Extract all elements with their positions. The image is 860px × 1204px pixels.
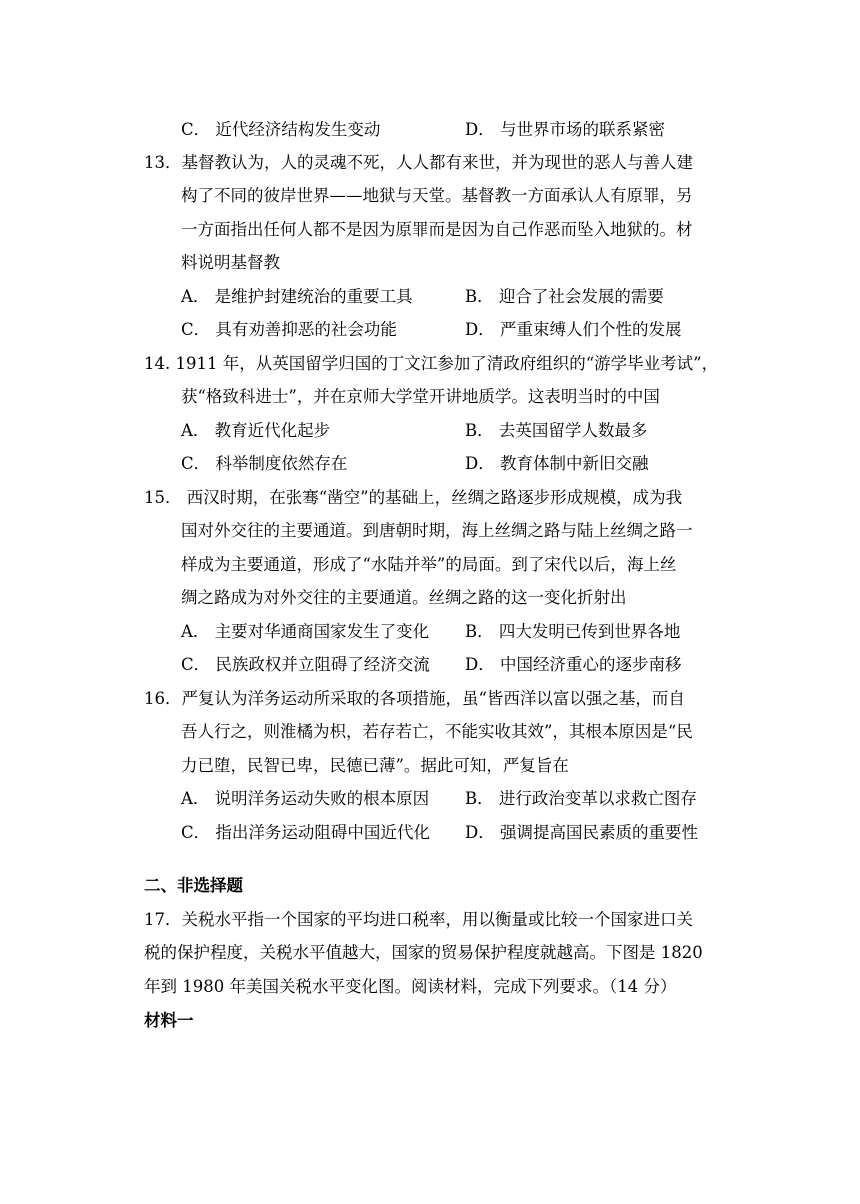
q15-stem-line: 15． 西汉时期，在张骞“凿空”的基础上，丝绸之路逐步形成规模，成为我: [144, 488, 683, 507]
q15-option-b: B． 四大发明已传到世界各地: [465, 622, 681, 641]
q13-stem-line: 13．基督教认为，人的灵魂不死，人人都有来世，并为现世的恶人与善人建: [144, 153, 693, 172]
q16-option-b: B． 进行政治变革以求救亡图存: [465, 789, 697, 808]
q15-stem-line: 国对外交往的主要通道。到唐朝时期，海上丝绸之路与陆上丝绸之路一: [181, 521, 693, 540]
material-label: 材料一: [144, 1011, 194, 1030]
q12-option-c: C． 近代经济结构发生变动: [181, 120, 381, 139]
q12-option-d: D． 与世界市场的联系紧密: [465, 120, 665, 139]
q15-option-a: A． 主要对华通商国家发生了变化: [181, 622, 430, 641]
q14-option-b: B． 去英国留学人数最多: [465, 421, 648, 440]
q16-stem-line: 吾人行之，则淮橘为枳，若存若亡，不能实收其效”，其根本原因是“民: [181, 722, 693, 741]
q16-option-d: D． 强调提高国民素质的重要性: [465, 823, 698, 842]
q16-stem-line: 16．严复认为洋务运动所采取的各项措施，虽“皆西洋以富以强之基，而自: [144, 689, 685, 708]
q14-option-d: D． 教育体制中新旧交融: [465, 454, 649, 473]
section-heading: 二、非选择题: [144, 876, 243, 895]
q14-stem-line: 14. 1911 年，从英国留学归国的丁文江参加了清政府组织的“游学毕业考试”，: [144, 354, 719, 373]
q16-option-c: C． 指出洋务运动阻碍中国近代化: [181, 823, 430, 842]
q15-stem-line: 绸之路成为对外交往的主要通道。丝绸之路的这一变化折射出: [181, 588, 627, 607]
q17-stem-line: 17．关税水平指一个国家的平均进口税率，用以衡量或比较一个国家进口关: [144, 910, 693, 929]
q17-stem-line: 税的保护程度，关税水平值越大，国家的贸易保护程度就越高。下图是 1820: [144, 943, 703, 962]
q14-option-a: A． 教育近代化起步: [181, 421, 331, 440]
q13-option-b: B． 迎合了社会发展的需要: [465, 287, 664, 306]
q15-option-d: D． 中国经济重心的逐步南移: [465, 655, 682, 674]
q17-stem-line: 年到 1980 年美国关税水平变化图。阅读材料，完成下列要求。（14 分）: [144, 977, 677, 996]
q13-stem-line: 一方面指出任何人都不是因为原罪而是因为自己作恶而坠入地狱的。材: [181, 220, 693, 239]
q14-stem-line: 获“格致科进士”，并在京师大学堂开讲地质学。这表明当时的中国: [181, 387, 660, 406]
q14-option-c: C． 科举制度依然存在: [181, 454, 348, 473]
q15-option-c: C． 民族政权并立阻碍了经济交流: [181, 655, 430, 674]
q13-option-d: D． 严重束缚人们个性的发展: [465, 320, 682, 339]
q16-option-a: A． 说明洋务运动失败的根本原因: [181, 789, 430, 808]
q15-stem-line: 样成为主要通道，形成了“水陆并举”的局面。到了宋代以后，海上丝: [181, 555, 677, 574]
q16-stem-line: 力已堕，民智已卑，民德已薄”。据此可知，严复旨在: [181, 756, 569, 775]
q13-stem-line: 构了不同的彼岸世界——地狱与天堂。基督教一方面承认人有原罪，另: [181, 186, 693, 205]
q13-option-c: C． 具有劝善抑恶的社会功能: [181, 320, 397, 339]
q13-stem-line: 料说明基督教: [181, 253, 280, 272]
q13-option-a: A． 是维护封建统治的重要工具: [181, 287, 413, 306]
